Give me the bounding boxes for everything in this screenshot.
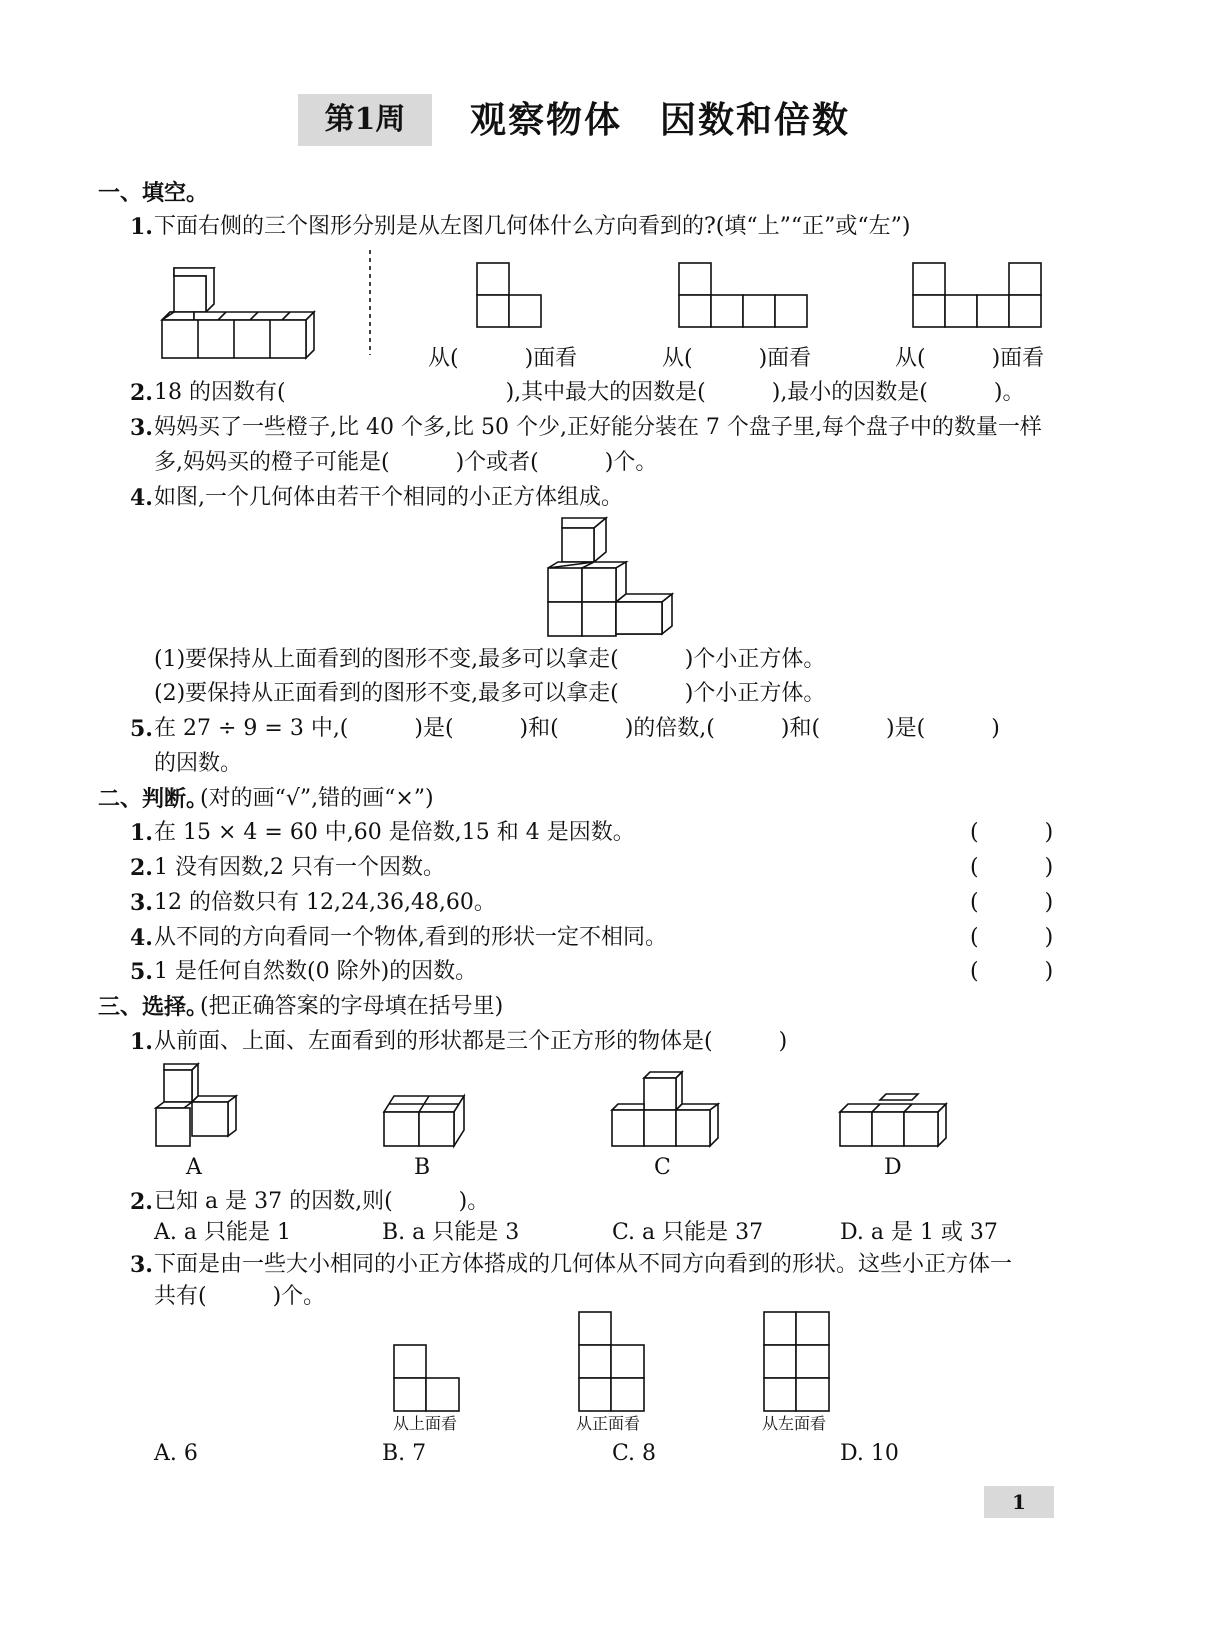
judge-5-number: 5. [130,959,153,985]
q2-number: 2. [130,380,153,406]
q1-caption-2: 从( )面看 [662,346,812,371]
choice2-text: 已知 a 是 37 的因数,则( )。 [154,1189,490,1214]
page-title: 观察物体 因数和倍数 [470,99,851,141]
q4-text: 如图,一个几何体由若干个相同的小正方体组成。 [154,485,623,510]
q4-number: 4. [130,485,153,511]
q4-solid-figure [546,516,676,638]
q3-number: 3. [130,415,153,441]
choice3-line1: 下面是由一些大小相同的小正方体搭成的几何体从不同方向看到的形状。这些小正方体一 [154,1252,1013,1277]
judge-4-answer[interactable]: ( ) [970,925,1054,950]
choice3-option-a: A. 6 [154,1441,198,1466]
choice3-view-left [763,1311,831,1412]
judge-2-answer[interactable]: ( ) [970,855,1054,880]
choice1-letter-c: C [654,1155,671,1180]
q5-number: 5. [130,716,153,742]
q5-line1: 在 27 ÷ 9 = 3 中,( )是( )和( )的倍数,( )和( )是( ) [154,716,1000,741]
judge-2-number: 2. [130,855,153,881]
q4-sub2: (2)要保持从正面看到的图形不变,最多可以拿走( )个小正方体。 [154,681,826,706]
choice2-option-b: B. a 只能是 3 [382,1220,520,1245]
judge-5-answer[interactable]: ( ) [970,959,1054,984]
judge-3-text: 12 的倍数只有 12,24,36,48,60。 [154,890,496,915]
q1-caption-1: 从( )面看 [428,346,578,371]
choice1-letter-a: A [186,1155,202,1180]
choice2-option-a: A. a 只能是 1 [154,1220,291,1245]
choice1-number: 1. [130,1029,153,1055]
choice3-label-top: 从上面看 [393,1414,458,1433]
choice2-option-d: D. a 是 1 或 37 [840,1220,998,1245]
choice3-label-left: 从左面看 [762,1414,827,1433]
choice3-option-d: D. 10 [840,1441,899,1466]
judge-2-text: 1 没有因数,2 只有一个因数。 [154,855,445,880]
choice3-view-front [578,1311,646,1412]
section1-heading: 一、填空。 [98,180,209,206]
choice3-label-front: 从正面看 [576,1414,641,1433]
section2-heading: 二、判断。 [98,786,209,812]
q4-sub1: (1)要保持从上面看到的图形不变,最多可以拿走( )个小正方体。 [154,647,826,672]
judge-4-number: 4. [130,925,153,951]
choice3-line2: 共有( )个。 [154,1284,326,1309]
q1-view-2 [678,262,810,328]
choice1-figure-c [610,1070,722,1148]
choice3-view-top [393,1344,461,1412]
q2-text: 18 的因数有( ),其中最大的因数是( ),最小的因数是( )。 [154,380,1025,405]
q3-line2: 多,妈妈买的橙子可能是( )个或者( )个。 [154,450,658,475]
q1-number: 1. [130,214,153,240]
section2-note: (对的画“√”,错的画“×”) [200,786,434,811]
choice1-letter-d: D [884,1155,902,1180]
q1-solid-figure [160,268,320,363]
choice3-number: 3. [130,1252,153,1278]
choice1-text: 从前面、上面、左面看到的形状都是三个正方形的物体是( ) [154,1029,788,1054]
q1-view-1 [476,262,544,328]
page-number: 1 [1012,1490,1026,1514]
judge-1-text: 在 15 × 4 = 60 中,60 是倍数,15 和 4 是因数。 [154,820,635,845]
q1-view-3 [912,262,1044,328]
choice3-option-c: C. 8 [612,1441,657,1466]
judge-4-text: 从不同的方向看同一个物体,看到的形状一定不相同。 [154,925,667,950]
judge-3-number: 3. [130,890,153,916]
q1-text: 下面右侧的三个图形分别是从左图几何体什么方向看到的?(填“上”“正”或“左”) [154,214,911,239]
choice2-option-c: C. a 只能是 37 [612,1220,764,1245]
judge-5-text: 1 是任何自然数(0 除外)的因数。 [154,959,478,984]
judge-1-number: 1. [130,820,153,846]
choice1-letter-b: B [414,1155,431,1180]
q1-divider [368,250,372,355]
q3-line1: 妈妈买了一些橙子,比 40 个多,比 50 个少,正好能分装在 7 个盘子里,每个盘子中的数量一样 [154,415,1042,440]
section3-note: (把正确答案的字母填在括号里) [200,994,504,1019]
q1-caption-3: 从( )面看 [895,346,1045,371]
choice3-option-b: B. 7 [382,1441,427,1466]
choice2-number: 2. [130,1189,153,1215]
judge-3-answer[interactable]: ( ) [970,890,1054,915]
choice1-figure-b [382,1094,468,1148]
week-label: 第1周 [324,102,406,137]
section3-heading: 三、选择。 [98,994,209,1020]
choice1-figure-a [152,1062,242,1148]
judge-1-answer[interactable]: ( ) [970,820,1054,845]
q5-line2: 的因数。 [154,751,243,776]
choice1-figure-d [838,1092,950,1148]
